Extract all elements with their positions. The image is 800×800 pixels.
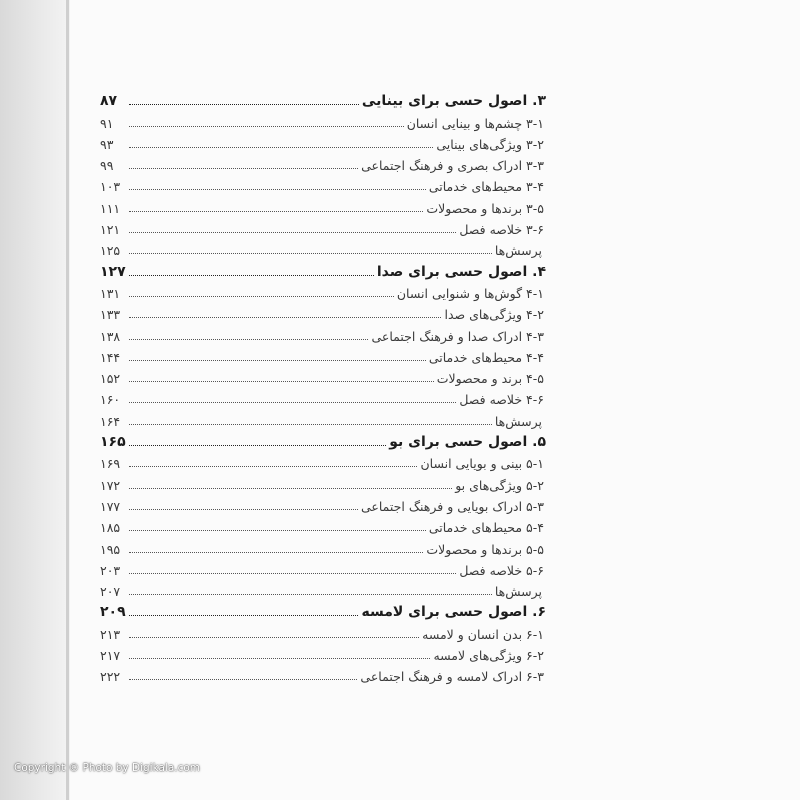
toc-page-number: ۹۹: [100, 158, 114, 174]
toc-dot-leader: [129, 488, 452, 489]
toc-section-entry: [100, 216, 546, 237]
toc-section-entry: [100, 663, 546, 684]
toc-dot-leader: [129, 679, 357, 680]
toc-section-entry: [100, 493, 546, 514]
toc-page-number: ۱۵۲: [100, 371, 121, 387]
toc-chapter-entry: [100, 599, 546, 620]
book-page-edge: [66, 0, 69, 800]
toc-section-entry: [100, 344, 546, 365]
toc-page-number: ۲۲۲: [100, 669, 121, 685]
toc-page-number: ۸۷: [100, 93, 118, 110]
toc-page-number: ۱۳۳: [100, 307, 121, 323]
toc-entry-title: ۴. اصول حسی برای صدا: [376, 263, 546, 280]
toc-entry-title: ۶. اصول حسی برای لامسه: [361, 604, 546, 621]
toc-page-number: ۹۱: [100, 115, 114, 131]
toc-section-entry: [100, 280, 546, 301]
toc-chapter-entry: [100, 258, 546, 279]
toc-dot-leader: [129, 189, 426, 190]
toc-page-number: ۲۰۳: [100, 562, 121, 578]
toc-entry-title: ۶-۲ ویژگی‌های لامسه: [433, 648, 544, 664]
toc-questions-entry: [100, 578, 546, 599]
toc-dot-leader: [129, 530, 426, 531]
copyright-watermark: Copyright © Photo by Digikala.com: [14, 762, 201, 774]
toc-questions-entry: [100, 237, 546, 258]
toc-page-number: ۱۷۷: [100, 498, 121, 514]
toc-page-number: ۲۱۳: [100, 626, 121, 642]
toc-entry-title: ۴-۵ برند و محصولات: [436, 371, 544, 387]
toc-page-number: ۱۶۵: [100, 434, 126, 451]
toc-section-entry: [100, 450, 546, 471]
toc-dot-leader: [129, 232, 456, 233]
toc-entry-title: ۵-۴ محیط‌های خدماتی: [428, 520, 544, 536]
toc-page-number: ۱۲۷: [100, 263, 126, 280]
toc-dot-leader: [129, 211, 423, 212]
toc-entry-title: ۳-۲ ویژگی‌های بینایی: [436, 136, 544, 152]
toc-entry-title: پرسش‌ها: [494, 413, 542, 429]
toc-entry-title: ۵-۶ خلاصه فصل: [459, 562, 544, 578]
toc-page-number: ۱۰۳: [100, 179, 121, 195]
toc-page-number: ۱۶۰: [100, 392, 121, 408]
toc-section-entry: [100, 642, 546, 663]
toc-dot-leader: [129, 168, 358, 169]
toc-dot-leader: [129, 104, 359, 105]
toc-page-number: ۹۳: [100, 136, 114, 152]
toc-dot-leader: [129, 466, 417, 467]
table-of-contents: [100, 88, 546, 684]
toc-dot-leader: [129, 637, 419, 638]
toc-dot-leader: [129, 360, 426, 361]
toc-section-entry: [100, 514, 546, 535]
toc-entry-title: ۵-۵ برندها و محصولات: [426, 541, 544, 557]
toc-dot-leader: [129, 445, 386, 446]
toc-page-number: ۱۳۱: [100, 285, 121, 301]
toc-entry-title: ۴-۲ ویژگی‌های صدا: [444, 307, 544, 323]
toc-dot-leader: [129, 615, 358, 616]
toc-section-entry: [100, 322, 546, 343]
toc-entry-title: ۵-۲ ویژگی‌های بو: [455, 477, 544, 493]
toc-dot-leader: [129, 126, 404, 127]
toc-entry-title: ۳-۱ چشم‌ها و بینایی انسان: [406, 115, 544, 131]
toc-section-entry: [100, 131, 546, 152]
toc-dot-leader: [129, 573, 456, 574]
toc-section-entry: [100, 557, 546, 578]
toc-page-number: ۱۱۱: [100, 200, 121, 216]
toc-page-number: ۱۹۵: [100, 541, 121, 557]
toc-page-number: ۲۱۷: [100, 648, 121, 664]
toc-dot-leader: [129, 381, 434, 382]
toc-chapter-entry: [100, 88, 546, 109]
toc-page-number: ۱۴۴: [100, 349, 121, 365]
toc-section-entry: [100, 173, 546, 194]
toc-entry-title: ۴-۳ ادراک صدا و فرهنگ اجتماعی: [371, 328, 544, 344]
toc-section-entry: [100, 386, 546, 407]
toc-page-number: ۱۲۱: [100, 222, 121, 238]
book-gutter-shadow: [0, 0, 72, 800]
toc-entry-title: ۳. اصول حسی برای بینایی: [361, 93, 546, 110]
toc-entry-title: ۳-۵ برندها و محصولات: [426, 200, 544, 216]
toc-dot-leader: [129, 339, 368, 340]
toc-page-number: ۲۰۹: [100, 604, 126, 621]
toc-dot-leader: [129, 552, 423, 553]
toc-entry-title: ۵-۱ بینی و بویایی انسان: [420, 456, 544, 472]
toc-section-entry: [100, 471, 546, 492]
toc-entry-title: پرسش‌ها: [494, 243, 542, 259]
toc-entry-title: ۳-۴ محیط‌های خدماتی: [428, 179, 544, 195]
toc-section-entry: [100, 535, 546, 556]
toc-chapter-entry: [100, 429, 546, 450]
toc-page-number: ۱۷۲: [100, 477, 121, 493]
toc-page-number: ۲۰۷: [100, 584, 121, 600]
toc-entry-title: ۶-۱ بدن انسان و لامسه: [422, 626, 544, 642]
toc-entry-title: ۳-۶ خلاصه فصل: [459, 222, 544, 238]
toc-section-entry: [100, 194, 546, 215]
toc-page-number: ۱۶۹: [100, 456, 121, 472]
toc-questions-entry: [100, 407, 546, 428]
toc-dot-leader: [129, 509, 358, 510]
toc-entry-title: ۳-۳ ادراک بصری و فرهنگ اجتماعی: [361, 158, 544, 174]
toc-entry-title: ۵. اصول حسی برای بو: [389, 434, 546, 451]
toc-dot-leader: [129, 275, 374, 276]
toc-entry-title: ۴-۴ محیط‌های خدماتی: [428, 349, 544, 365]
toc-section-entry: [100, 301, 546, 322]
toc-dot-leader: [129, 402, 456, 403]
toc-entry-title: ۶-۳ ادراک لامسه و فرهنگ اجتماعی: [360, 669, 544, 685]
toc-dot-leader: [129, 424, 492, 425]
toc-section-entry: [100, 365, 546, 386]
toc-entry-title: ۴-۶ خلاصه فصل: [459, 392, 544, 408]
toc-dot-leader: [129, 317, 441, 318]
toc-dot-leader: [129, 296, 394, 297]
toc-section-entry: [100, 620, 546, 641]
toc-entry-title: ۵-۳ ادراک بویایی و فرهنگ اجتماعی: [360, 498, 544, 514]
toc-page-number: ۱۳۸: [100, 328, 121, 344]
toc-section-entry: [100, 109, 546, 130]
toc-page-number: ۱۸۵: [100, 520, 121, 536]
toc-dot-leader: [129, 147, 433, 148]
toc-entry-title: پرسش‌ها: [494, 584, 542, 600]
toc-page-number: ۱۲۵: [100, 243, 121, 259]
toc-dot-leader: [129, 658, 430, 659]
toc-entry-title: ۴-۱ گوش‌ها و شنوایی انسان: [396, 285, 544, 301]
toc-section-entry: [100, 152, 546, 173]
toc-page-number: ۱۶۴: [100, 413, 121, 429]
toc-dot-leader: [129, 594, 492, 595]
toc-dot-leader: [129, 253, 492, 254]
